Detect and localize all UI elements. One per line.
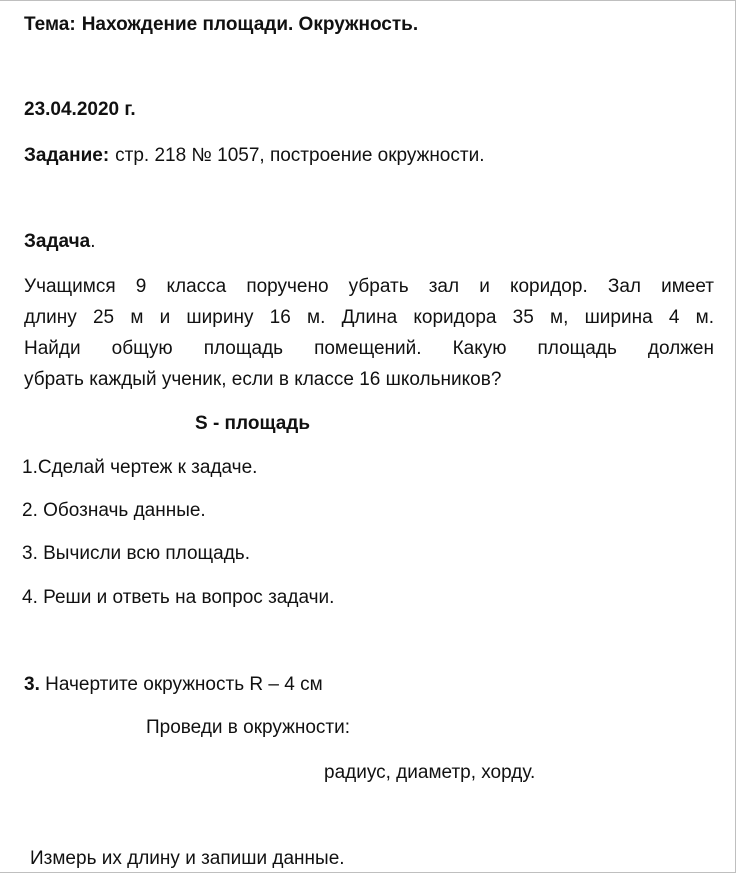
drawing-task-text: Начертите окружность R – 4 см (45, 674, 323, 695)
step-item: 1.Сделай чертеж к задаче. (22, 457, 258, 478)
drawing-task-line (24, 673, 323, 697)
assignment-text: стр. 218 № 1057, построение окружности. (115, 145, 485, 166)
assignment-label: Задание: (24, 145, 110, 166)
lesson-date: 23.04.2020 г. (24, 99, 136, 120)
problem-text-line: длину 25 м и ширину 16 м. Длина коридора 35 м, ширина 4 м. (24, 307, 714, 328)
drawing-items: радиус, диаметр, хорду. (324, 762, 536, 783)
step-item: 3. Вычисли всю площадь. (22, 543, 250, 564)
topic-text: Нахождение площади. Окружность. (81, 14, 419, 35)
assignment-line (24, 144, 484, 168)
topic-label: Тема: (24, 14, 76, 35)
topic-line (24, 13, 418, 37)
drawing-instruction: Проведи в окружности: (146, 717, 350, 738)
problem-heading (24, 230, 96, 254)
drawing-task-number: 3. (24, 674, 40, 695)
problem-text-line: Учащимся 9 класса поручено убрать зал и коридор. Зал имеет (24, 276, 714, 297)
measure-instruction: Измерь их длину и запиши данные. (30, 848, 345, 869)
step-item: 2. Обозначь данные. (22, 500, 206, 521)
problem-text-line: убрать каждый ученик, если в классе 16 школьников? (24, 369, 502, 390)
problem-text-line: Найди общую площадь помещений. Какую площадь должен (24, 338, 714, 359)
area-legend: S - площадь (195, 413, 311, 434)
problem-label: Задача (24, 231, 91, 252)
step-item: 4. Реши и ответь на вопрос задачи. (22, 587, 335, 608)
problem-label-suffix: . (90, 231, 96, 252)
